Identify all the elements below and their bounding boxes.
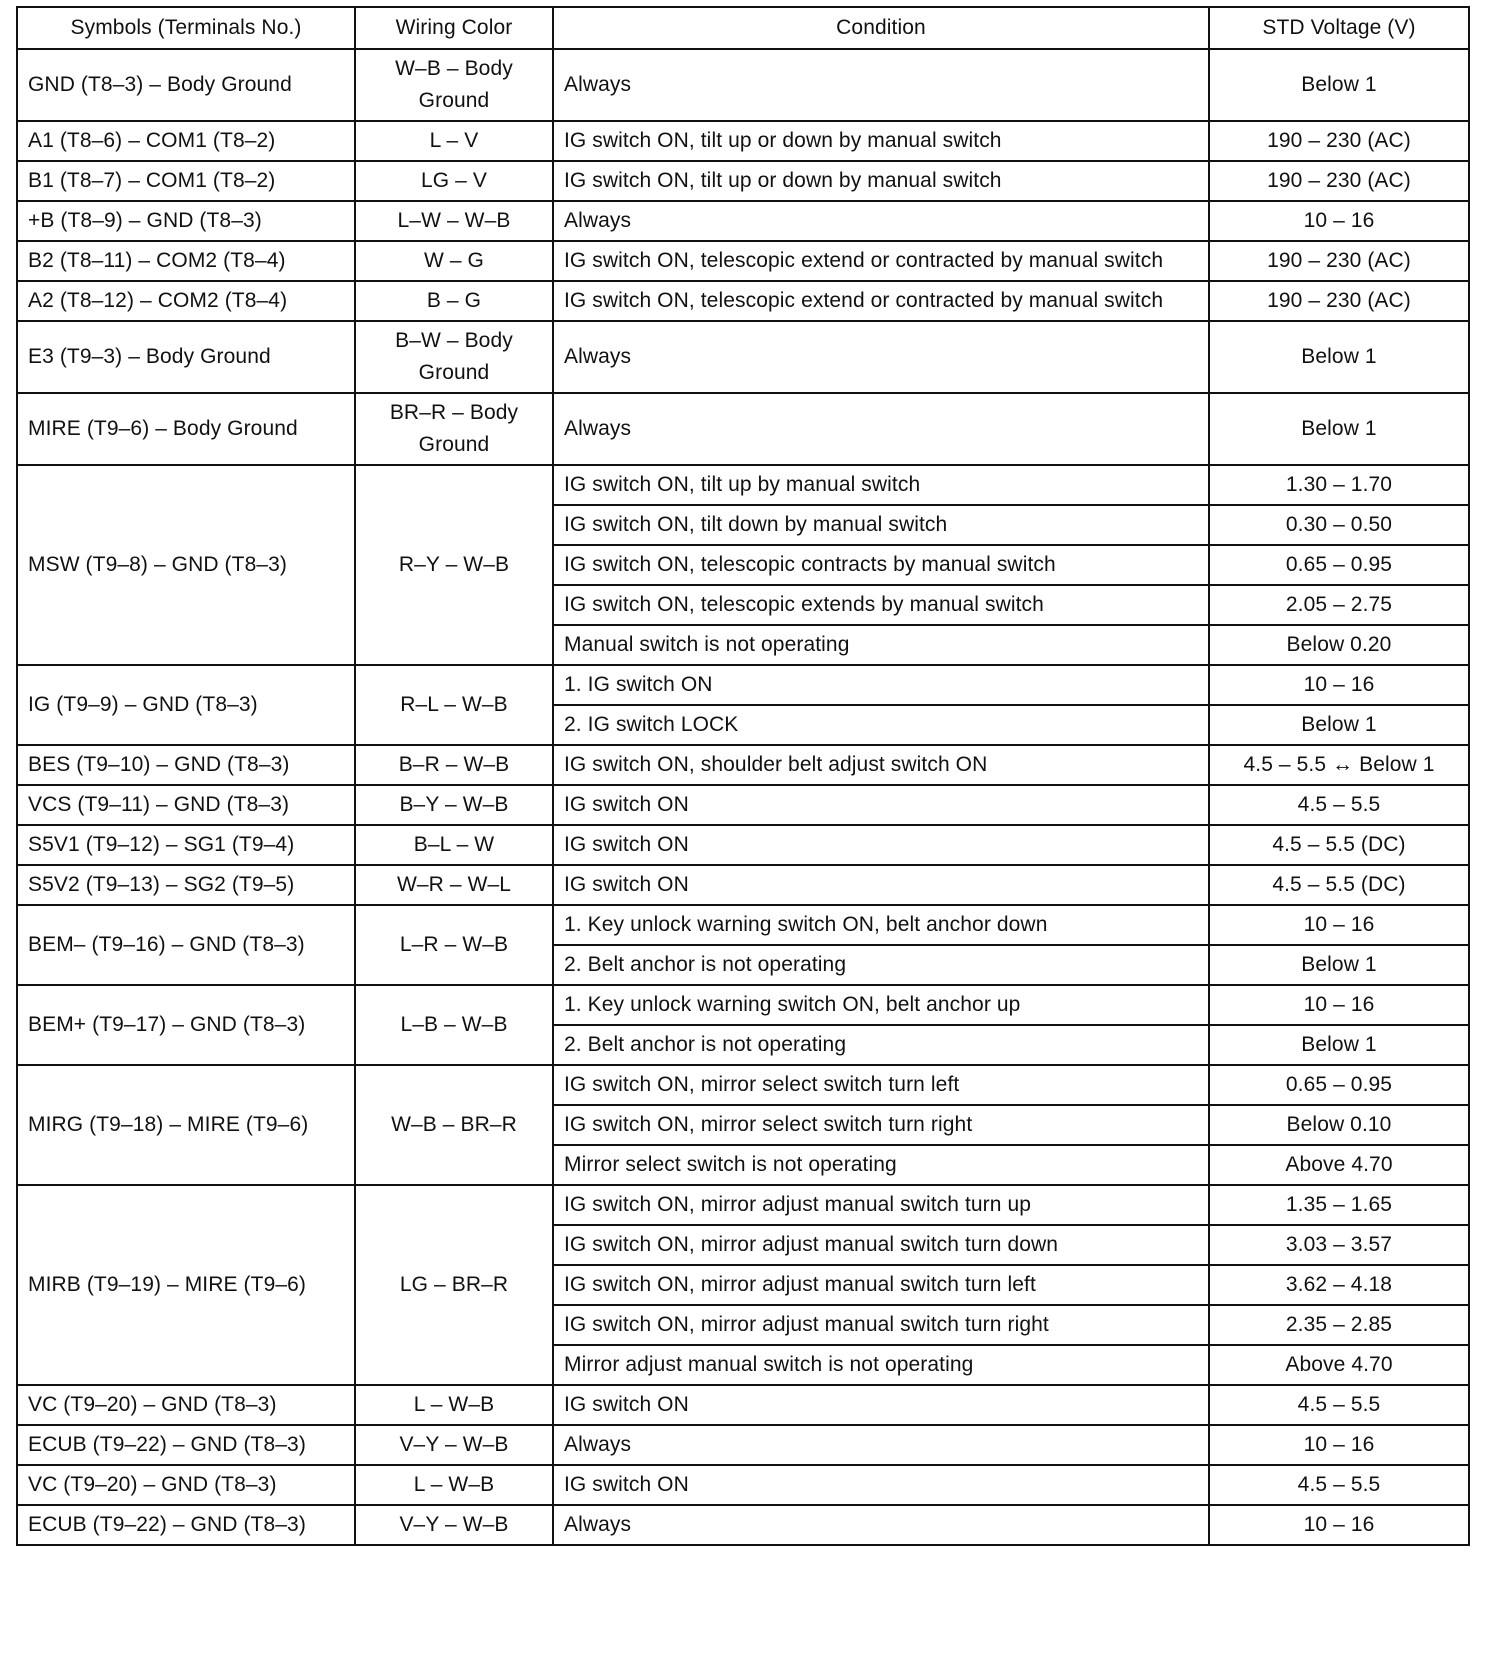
table-row (17, 1425, 1469, 1465)
condition-cell: 1. IG switch ON (553, 665, 1209, 705)
std-voltage-cell: 10 – 16 (1209, 665, 1469, 705)
std-voltage-cell: 190 – 230 (AC) (1209, 281, 1469, 321)
std-voltage-cell: 190 – 230 (AC) (1209, 161, 1469, 201)
std-voltage-cell: Below 1 (1209, 393, 1469, 465)
table-row (17, 785, 1469, 825)
table-row (17, 1185, 1469, 1225)
condition-cell: IG switch ON (553, 1465, 1209, 1505)
table-row (17, 1385, 1469, 1425)
header-std-voltage: STD Voltage (V) (1209, 7, 1469, 49)
condition-cell: Always (553, 321, 1209, 393)
terminal-symbol-cell: ECUB (T9–22) – GND (T8–3) (17, 1505, 355, 1545)
wiring-color-cell: R–Y – W–B (355, 465, 553, 665)
condition-cell: IG switch ON, shoulder belt adjust switch ON (553, 745, 1209, 785)
condition-cell: Always (553, 49, 1209, 121)
std-voltage-cell: Below 0.20 (1209, 625, 1469, 665)
terminal-symbol-cell: S5V1 (T9–12) – SG1 (T9–4) (17, 825, 355, 865)
std-voltage-cell: 190 – 230 (AC) (1209, 121, 1469, 161)
condition-cell: 1. Key unlock warning switch ON, belt anchor down (553, 905, 1209, 945)
table-row (17, 393, 1469, 465)
std-voltage-cell: 4.5 – 5.5 (1209, 785, 1469, 825)
terminal-symbol-cell: E3 (T9–3) – Body Ground (17, 321, 355, 393)
std-voltage-cell: 0.65 – 0.95 (1209, 1065, 1469, 1105)
condition-cell: Mirror select switch is not operating (553, 1145, 1209, 1185)
condition-cell: IG switch ON, tilt down by manual switch (553, 505, 1209, 545)
table-row (17, 241, 1469, 281)
header-condition: Condition (553, 7, 1209, 49)
condition-cell: IG switch ON, mirror adjust manual switch turn right (553, 1305, 1209, 1345)
header-symbols: Symbols (Terminals No.) (17, 7, 355, 49)
condition-cell: IG switch ON, tilt up by manual switch (553, 465, 1209, 505)
condition-cell: IG switch ON, mirror adjust manual switch turn down (553, 1225, 1209, 1265)
std-voltage-cell: 0.65 – 0.95 (1209, 545, 1469, 585)
std-voltage-cell: Above 4.70 (1209, 1345, 1469, 1385)
std-voltage-cell: 4.5 – 5.5 (1209, 1385, 1469, 1425)
table-row (17, 201, 1469, 241)
std-voltage-cell: 190 – 230 (AC) (1209, 241, 1469, 281)
terminal-symbol-cell: ECUB (T9–22) – GND (T8–3) (17, 1425, 355, 1465)
header-row (17, 7, 1469, 49)
terminal-symbol-cell: VC (T9–20) – GND (T8–3) (17, 1465, 355, 1505)
terminal-symbol-cell: IG (T9–9) – GND (T8–3) (17, 665, 355, 745)
wiring-color-cell: W–B – BR–R (355, 1065, 553, 1185)
condition-cell: IG switch ON, mirror select switch turn left (553, 1065, 1209, 1105)
table-row (17, 281, 1469, 321)
std-voltage-cell: Below 1 (1209, 49, 1469, 121)
condition-cell: IG switch ON (553, 865, 1209, 905)
std-voltage-cell: Below 1 (1209, 1025, 1469, 1065)
table-row (17, 905, 1469, 945)
wiring-color-cell: V–Y – W–B (355, 1505, 553, 1545)
std-voltage-cell: 3.03 – 3.57 (1209, 1225, 1469, 1265)
terminal-symbol-cell: MIRE (T9–6) – Body Ground (17, 393, 355, 465)
condition-cell: 2. Belt anchor is not operating (553, 1025, 1209, 1065)
std-voltage-cell: 10 – 16 (1209, 985, 1469, 1025)
wiring-color-cell: L – W–B (355, 1465, 553, 1505)
terminal-symbol-cell: VCS (T9–11) – GND (T8–3) (17, 785, 355, 825)
condition-cell: Manual switch is not operating (553, 625, 1209, 665)
std-voltage-cell: Below 1 (1209, 945, 1469, 985)
terminal-symbol-cell: B2 (T8–11) – COM2 (T8–4) (17, 241, 355, 281)
condition-cell: IG switch ON, telescopic extend or contracted by manual switch (553, 241, 1209, 281)
condition-cell: IG switch ON, telescopic extends by manual switch (553, 585, 1209, 625)
condition-cell: IG switch ON, telescopic contracts by manual switch (553, 545, 1209, 585)
condition-cell: IG switch ON, tilt up or down by manual switch (553, 121, 1209, 161)
std-voltage-cell: Below 0.10 (1209, 1105, 1469, 1145)
table-body (17, 49, 1469, 1545)
wiring-color-cell: L–W – W–B (355, 201, 553, 241)
wiring-color-cell: L–R – W–B (355, 905, 553, 985)
terminal-symbol-cell: S5V2 (T9–13) – SG2 (T9–5) (17, 865, 355, 905)
std-voltage-cell: 4.5 – 5.5 (1209, 1465, 1469, 1505)
table-row (17, 161, 1469, 201)
condition-cell: Mirror adjust manual switch is not operating (553, 1345, 1209, 1385)
wiring-color-cell: L – V (355, 121, 553, 161)
std-voltage-cell: 3.62 – 4.18 (1209, 1265, 1469, 1305)
terminal-voltage-table (16, 6, 1470, 1546)
std-voltage-cell: 4.5 – 5.5 (DC) (1209, 825, 1469, 865)
table-header (17, 7, 1469, 49)
terminal-symbol-cell: +B (T8–9) – GND (T8–3) (17, 201, 355, 241)
std-voltage-cell: 1.35 – 1.65 (1209, 1185, 1469, 1225)
table-row (17, 1465, 1469, 1505)
terminal-voltage-spec-sheet (16, 6, 1470, 1546)
table-row (17, 49, 1469, 121)
std-voltage-cell: 10 – 16 (1209, 1425, 1469, 1465)
condition-cell: Always (553, 393, 1209, 465)
wiring-color-cell: B–R – W–B (355, 745, 553, 785)
terminal-symbol-cell: GND (T8–3) – Body Ground (17, 49, 355, 121)
wiring-color-cell: W–R – W–L (355, 865, 553, 905)
table-row (17, 321, 1469, 393)
wiring-color-cell: L – W–B (355, 1385, 553, 1425)
condition-cell: Always (553, 201, 1209, 241)
wiring-color-cell: B–Y – W–B (355, 785, 553, 825)
std-voltage-cell: 2.35 – 2.85 (1209, 1305, 1469, 1345)
terminal-symbol-cell: MIRG (T9–18) – MIRE (T9–6) (17, 1065, 355, 1185)
std-voltage-cell: Below 1 (1209, 705, 1469, 745)
std-voltage-cell: 10 – 16 (1209, 201, 1469, 241)
header-wiring-color: Wiring Color (355, 7, 553, 49)
table-row (17, 865, 1469, 905)
table-row (17, 745, 1469, 785)
terminal-symbol-cell: MSW (T9–8) – GND (T8–3) (17, 465, 355, 665)
table-row (17, 1505, 1469, 1545)
terminal-symbol-cell: A1 (T8–6) – COM1 (T8–2) (17, 121, 355, 161)
wiring-color-cell: W–B – Body Ground (355, 49, 553, 121)
table-row (17, 985, 1469, 1025)
condition-cell: IG switch ON, telescopic extend or contracted by manual switch (553, 281, 1209, 321)
std-voltage-cell: 4.5 – 5.5 ↔ Below 1 (1209, 745, 1469, 785)
condition-cell: 2. IG switch LOCK (553, 705, 1209, 745)
std-voltage-cell: Below 1 (1209, 321, 1469, 393)
condition-cell: Always (553, 1425, 1209, 1465)
wiring-color-cell: B–W – Body Ground (355, 321, 553, 393)
table-row (17, 825, 1469, 865)
condition-cell: 2. Belt anchor is not operating (553, 945, 1209, 985)
wiring-color-cell: LG – V (355, 161, 553, 201)
condition-cell: IG switch ON (553, 785, 1209, 825)
terminal-symbol-cell: MIRB (T9–19) – MIRE (T9–6) (17, 1185, 355, 1385)
terminal-symbol-cell: BEM+ (T9–17) – GND (T8–3) (17, 985, 355, 1065)
condition-cell: IG switch ON (553, 825, 1209, 865)
std-voltage-cell: 4.5 – 5.5 (DC) (1209, 865, 1469, 905)
wiring-color-cell: LG – BR–R (355, 1185, 553, 1385)
wiring-color-cell: W – G (355, 241, 553, 281)
terminal-symbol-cell: BES (T9–10) – GND (T8–3) (17, 745, 355, 785)
terminal-symbol-cell: VC (T9–20) – GND (T8–3) (17, 1385, 355, 1425)
wiring-color-cell: B–L – W (355, 825, 553, 865)
std-voltage-cell: 10 – 16 (1209, 1505, 1469, 1545)
wiring-color-cell: B – G (355, 281, 553, 321)
wiring-color-cell: L–B – W–B (355, 985, 553, 1065)
condition-cell: IG switch ON, mirror adjust manual switch turn left (553, 1265, 1209, 1305)
condition-cell: 1. Key unlock warning switch ON, belt anchor up (553, 985, 1209, 1025)
table-row (17, 121, 1469, 161)
table-row (17, 1065, 1469, 1105)
condition-cell: Always (553, 1505, 1209, 1545)
condition-cell: IG switch ON, tilt up or down by manual switch (553, 161, 1209, 201)
std-voltage-cell: 1.30 – 1.70 (1209, 465, 1469, 505)
condition-cell: IG switch ON, mirror select switch turn right (553, 1105, 1209, 1145)
std-voltage-cell: 0.30 – 0.50 (1209, 505, 1469, 545)
std-voltage-cell: 10 – 16 (1209, 905, 1469, 945)
wiring-color-cell: V–Y – W–B (355, 1425, 553, 1465)
wiring-color-cell: R–L – W–B (355, 665, 553, 745)
terminal-symbol-cell: B1 (T8–7) – COM1 (T8–2) (17, 161, 355, 201)
table-row (17, 665, 1469, 705)
condition-cell: IG switch ON (553, 1385, 1209, 1425)
terminal-symbol-cell: BEM– (T9–16) – GND (T8–3) (17, 905, 355, 985)
condition-cell: IG switch ON, mirror adjust manual switch turn up (553, 1185, 1209, 1225)
std-voltage-cell: 2.05 – 2.75 (1209, 585, 1469, 625)
std-voltage-cell: Above 4.70 (1209, 1145, 1469, 1185)
terminal-symbol-cell: A2 (T8–12) – COM2 (T8–4) (17, 281, 355, 321)
wiring-color-cell: BR–R – Body Ground (355, 393, 553, 465)
table-row (17, 465, 1469, 505)
